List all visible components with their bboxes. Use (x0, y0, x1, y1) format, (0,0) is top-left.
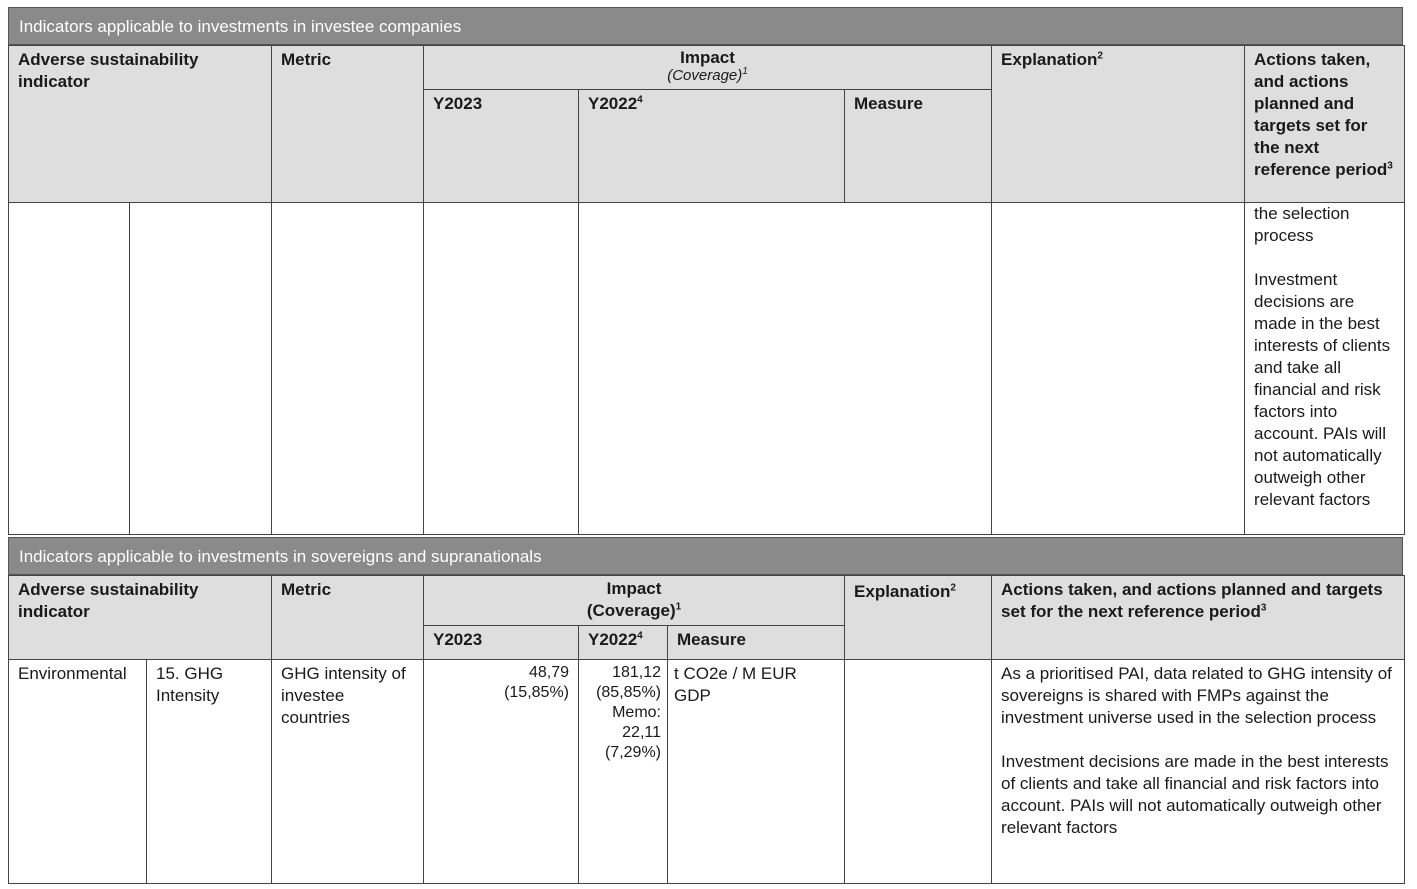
header-metric: Metric (272, 576, 424, 660)
cell-metric (272, 203, 424, 535)
cell-indicator (130, 203, 272, 535)
header-actions (992, 576, 1405, 660)
header-coverage: (Coverage) (586, 601, 676, 620)
header-y2022-label: Y2022 (588, 630, 638, 649)
cell-indicator: 15. GHG Intensity (147, 660, 272, 884)
footnote-3: 3 (1260, 602, 1267, 614)
cell-metric: GHG intensity of investee countries (272, 660, 424, 884)
cell-y2022 (579, 203, 992, 535)
footnote-3: 3 (1387, 160, 1393, 172)
cell-explanation (845, 660, 992, 884)
header-y2023: Y2023 (424, 90, 579, 203)
header-impact (424, 46, 992, 90)
footnote-4: 4 (637, 94, 643, 106)
footnote-2: 2 (950, 582, 956, 594)
header-actions-label: Actions taken, and actions planned and targets set for the next reference period (1254, 50, 1388, 179)
header-measure: Measure (845, 90, 992, 203)
cell-y2023: 48,79 (15,85%) (424, 660, 579, 884)
header-explanation-label: Explanation (1001, 50, 1098, 69)
cell-explanation (992, 203, 1245, 535)
header-explanation (845, 576, 992, 660)
cell-y2022: 181,12 (85,85%) Memo: 22,11 (7,29%) (579, 660, 668, 884)
header-impact-label: Impact (606, 579, 662, 598)
section1-band (8, 7, 1403, 45)
header-y2022-label: Y2022 (588, 94, 638, 113)
cell-y2023 (424, 203, 579, 535)
header-y2022 (579, 90, 845, 203)
header-explanation (992, 46, 1245, 203)
header-y2023: Y2023 (424, 626, 579, 660)
section2-band (8, 537, 1403, 575)
header-indicator: Adverse sustainability indicator (9, 576, 272, 660)
investee-companies-table (8, 45, 1405, 535)
footnote-1: 1 (675, 601, 682, 613)
header-actions-label: Actions taken, and actions planned and targets set for the next reference period (1001, 580, 1383, 621)
sovereigns-table (8, 575, 1405, 884)
header-measure: Measure (668, 626, 845, 660)
section2-title: Indicators applicable to investments in sovereigns and supranationals (19, 547, 542, 566)
header-impact-label: Impact (680, 48, 735, 67)
footnote-2: 2 (1097, 50, 1103, 62)
header-explanation-label: Explanation (854, 582, 951, 601)
header-y2022 (579, 626, 668, 660)
footnote-4: 4 (637, 630, 643, 642)
section1-title: Indicators applicable to investments in investee companies (19, 17, 462, 36)
header-actions (1245, 46, 1405, 203)
header-coverage: (Coverage) (667, 67, 743, 84)
cell-category (9, 203, 130, 535)
header-indicator: Adverse sustainability indicator (9, 46, 272, 203)
header-impact (424, 576, 845, 626)
cell-actions: As a prioritised PAI, data related to GHG intensity of sovereigns is shared with FMPs against the investment universe used in the selection process Investment decisions are made in the best interests of clients and take all financial and risk factors into account. PAIs will not automatically outweigh other relevant factors (992, 660, 1405, 884)
cell-measure: t CO2e / M EUR GDP (668, 660, 845, 884)
cell-actions: the selection process Investment decisions are made in the best interests of clients and take all financial and risk factors into account. PAIs will not automatically outweigh other relevant factors (1245, 203, 1405, 535)
header-metric: Metric (272, 46, 424, 203)
footnote-1: 1 (742, 66, 748, 77)
cell-category: Environmental (9, 660, 147, 884)
